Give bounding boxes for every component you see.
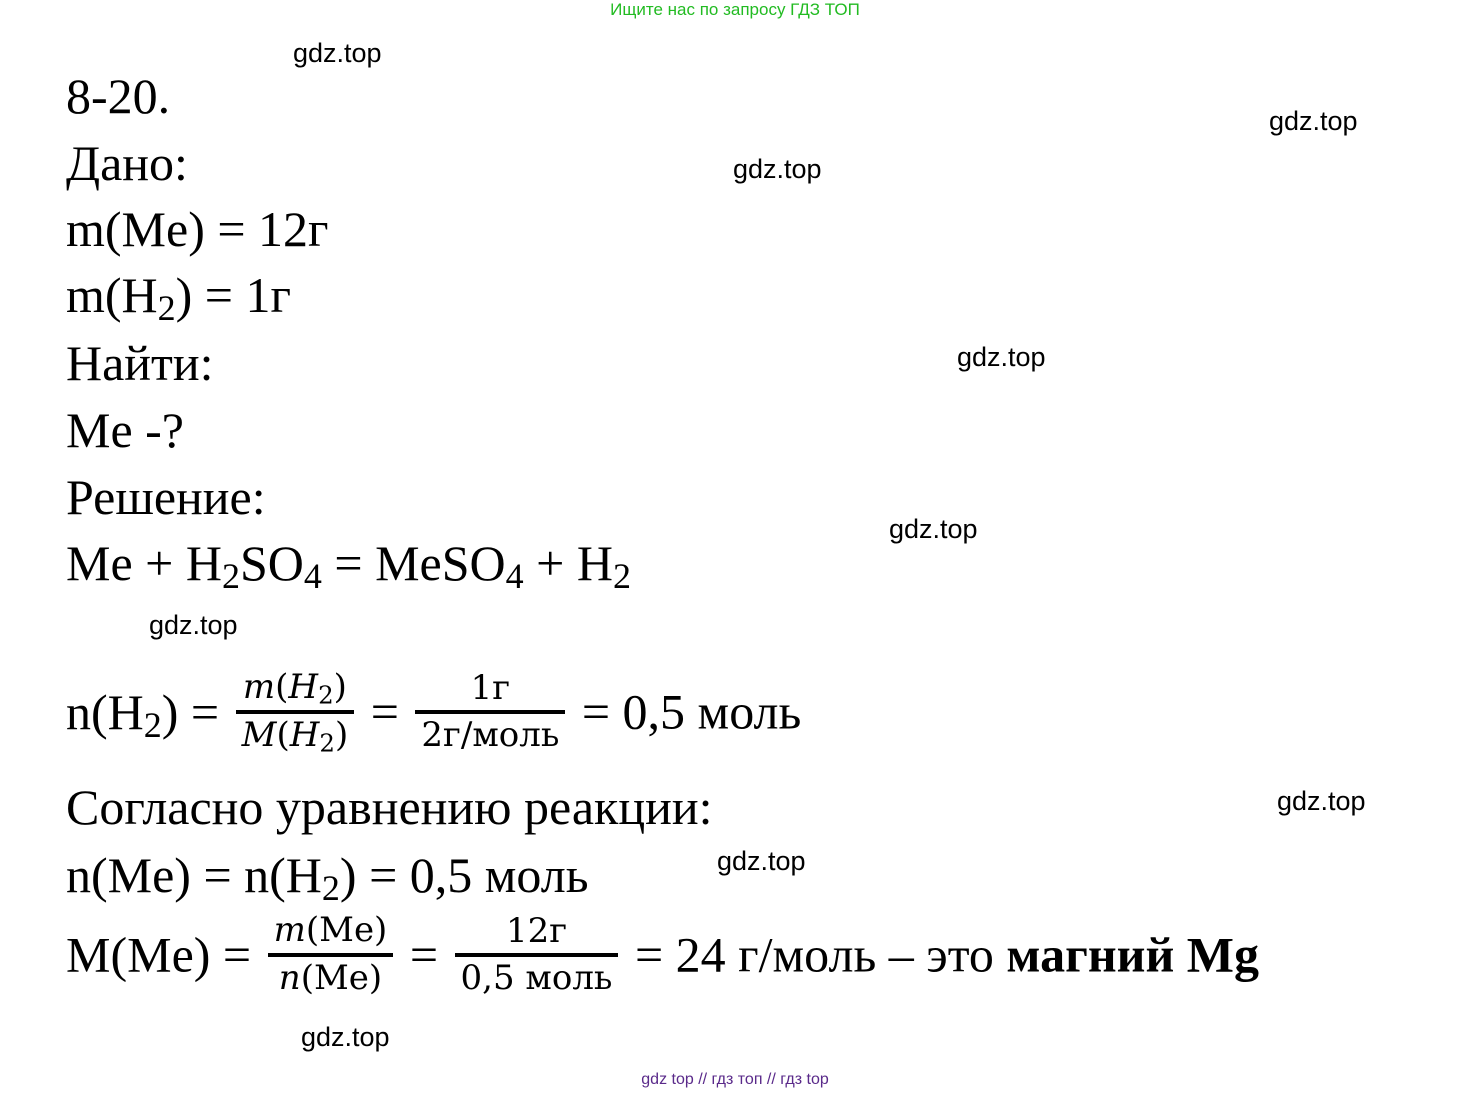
find-value: Me -?	[66, 402, 184, 458]
fraction: $\frac{1г}{\text{2г/моль}}$	[415, 667, 565, 756]
according-text: Согласно уравнению реакции:	[66, 779, 713, 835]
watermark: gdz.top	[733, 154, 822, 184]
given-mass-hydrogen: $m(H_2) = 1г$	[66, 267, 292, 328]
footer-links: gdz top // гдз топ // гдз top	[641, 1071, 829, 1088]
answer: магний Mg	[1006, 926, 1259, 983]
fraction: $\frac{m(Me)}{n(Me)}$	[268, 909, 394, 1000]
moles-metal: $n(Me) = n(H_2) = 0,5$ моль	[66, 847, 589, 908]
top-banner: Ищите нас по запросу ГДЗ ТОП	[610, 0, 860, 19]
watermark: gdz.top	[149, 610, 238, 640]
fraction: $\frac{m(H_2)}{M(H_2)}$	[236, 666, 355, 757]
fraction: $\frac{12г}{\text{0,5 моль}}$	[455, 910, 619, 999]
watermark: gdz.top	[301, 1022, 390, 1052]
watermark: gdz.top	[1269, 106, 1358, 136]
watermark: gdz.top	[957, 342, 1046, 372]
task-number: 8-20.	[66, 68, 171, 124]
watermark: gdz.top	[293, 38, 382, 68]
watermark: gdz.top	[717, 846, 806, 876]
molar-mass-formula: M(Me) = $\frac{m(Me)}{n(Me)}$ = $\frac{12г}{\text{0,5 моль}}$ = 24 г/моль – это магний Mg	[66, 909, 1259, 1000]
reaction-equation: $Me + H_2SO_4$ = MeSO$_4$ + $H_2$	[66, 535, 631, 596]
watermark: gdz.top	[1277, 786, 1366, 816]
solution-label: Решение:	[66, 469, 266, 525]
find-label: Найти:	[66, 335, 214, 391]
given-label: Дано:	[66, 135, 188, 191]
moles-hydrogen-formula: $n(H_2)$ = $\frac{m(H_2)}{M(H_2)}$ = $\frac{1г}{\text{2г/моль}}$ = 0,5 моль	[66, 667, 802, 757]
given-mass-metal: m(Me) = 12г	[66, 201, 329, 257]
watermark: gdz.top	[889, 514, 978, 544]
